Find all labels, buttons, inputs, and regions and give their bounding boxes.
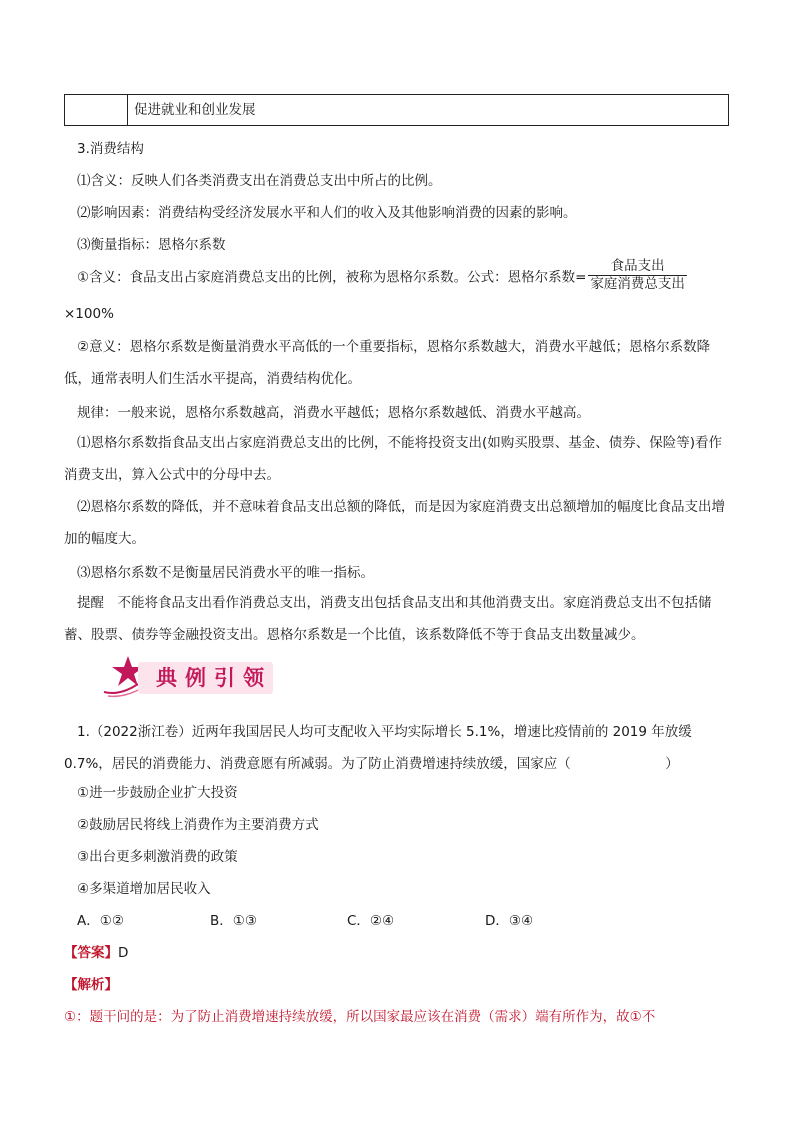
definition-line: ⑴含义：反映人们各类消费支出在消费总支出中所占的比例。 bbox=[77, 173, 442, 189]
formula-numerator: 食品支出 bbox=[610, 258, 665, 274]
note-2 bbox=[64, 491, 730, 555]
tip-label: 提醒 bbox=[77, 595, 104, 611]
engel-rule: 规律：一般来说，恩格尔系数越高，消费水平越低；恩格尔系数越低、消费水平越高。 bbox=[77, 405, 590, 421]
factor-line: ⑵影响因素：消费结构受经济发展水平和人们的收入及其他影响消费的因素的影响。 bbox=[77, 205, 577, 221]
engel-definition-text: ①含义：食品支出占家庭消费总支出的比例，被称为恩格尔系数。公式：恩格尔系数= bbox=[77, 269, 587, 286]
significance-text: ②意义：恩格尔系数是衡量消费水平高低的一个重要指标，恩格尔系数越大，消费水平越低；恩格尔系数降低，通常表明人们生活水平提高，消费结构优化。 bbox=[64, 339, 711, 387]
option-4: ④多渠道增加居民收入 bbox=[77, 881, 211, 897]
section-heading: 3.消费结构 bbox=[77, 141, 144, 157]
engel-formula bbox=[588, 258, 687, 293]
formula-tail: ×100% bbox=[64, 306, 114, 322]
option-2: ②鼓励居民将线上消费作为主要消费方式 bbox=[77, 817, 319, 833]
analysis-label: 【解析】 bbox=[64, 977, 118, 993]
engel-significance bbox=[64, 331, 730, 395]
engel-definition bbox=[77, 260, 687, 295]
note-2-text: ⑵恩格尔系数的降低，并不意味着食品支出总额的降低，而是因为家庭消费支出总额增加的幅度比食品支出增加的幅度大。 bbox=[64, 499, 725, 547]
formula-denominator: 家庭消费总支出 bbox=[590, 276, 685, 292]
example-banner bbox=[98, 654, 280, 700]
choice-a: A．①② bbox=[77, 913, 124, 929]
table-cell-empty bbox=[65, 95, 128, 125]
note-3: ⑶恩格尔系数不是衡量居民消费水平的唯一指标。 bbox=[77, 565, 374, 581]
answer-value: D bbox=[118, 945, 129, 961]
answer-line bbox=[64, 941, 128, 961]
note-1-text: ⑴恩格尔系数指食品支出占家庭消费总支出的比例，不能将投资支出(如购买股票、基金、债券、保险等)看作消费支出，算入公式中的分母中去。 bbox=[64, 435, 723, 483]
choice-d: D．③④ bbox=[485, 913, 534, 929]
tip-box bbox=[64, 587, 730, 651]
table-row bbox=[64, 94, 729, 126]
analysis-text: ①：题干问的是：为了防止消费增速持续放缓，所以国家最应该在消费（需求）端有所作为，故①不 bbox=[64, 1009, 656, 1025]
tip-text: 不能将食品支出看作消费总支出，消费支出包括食品支出和其他消费支出。家庭消费总支出不包括储蓄、股票、债券等金融投资支出。恩格尔系数是一个比值，该系数降低不等于食品支出数量减少。 bbox=[64, 595, 712, 643]
option-1: ①进一步鼓励企业扩大投资 bbox=[77, 785, 238, 801]
question-stem-text: 1.（2022浙江卷）近两年我国居民人均可支配收入平均实际增长 5.1%，增速比疫情前的 2019 年放缓 0.7%，居民的消费能力、消费意愿有所减弱。为了防止消费增速持续放缓，国家应（ ） bbox=[64, 724, 692, 772]
answer-label: 【答案】 bbox=[64, 945, 118, 961]
table-cell-text: 促进就业和创业发展 bbox=[134, 102, 256, 118]
banner-title: 典例引领 bbox=[156, 666, 272, 690]
indicator-line: ⑶衡量指标：恩格尔系数 bbox=[77, 237, 226, 253]
choice-b: B．①③ bbox=[210, 913, 257, 929]
note-1 bbox=[64, 427, 730, 491]
choice-c: C．②④ bbox=[347, 913, 395, 929]
option-3: ③出台更多刺激消费的政策 bbox=[77, 849, 238, 865]
question-stem bbox=[64, 716, 730, 780]
